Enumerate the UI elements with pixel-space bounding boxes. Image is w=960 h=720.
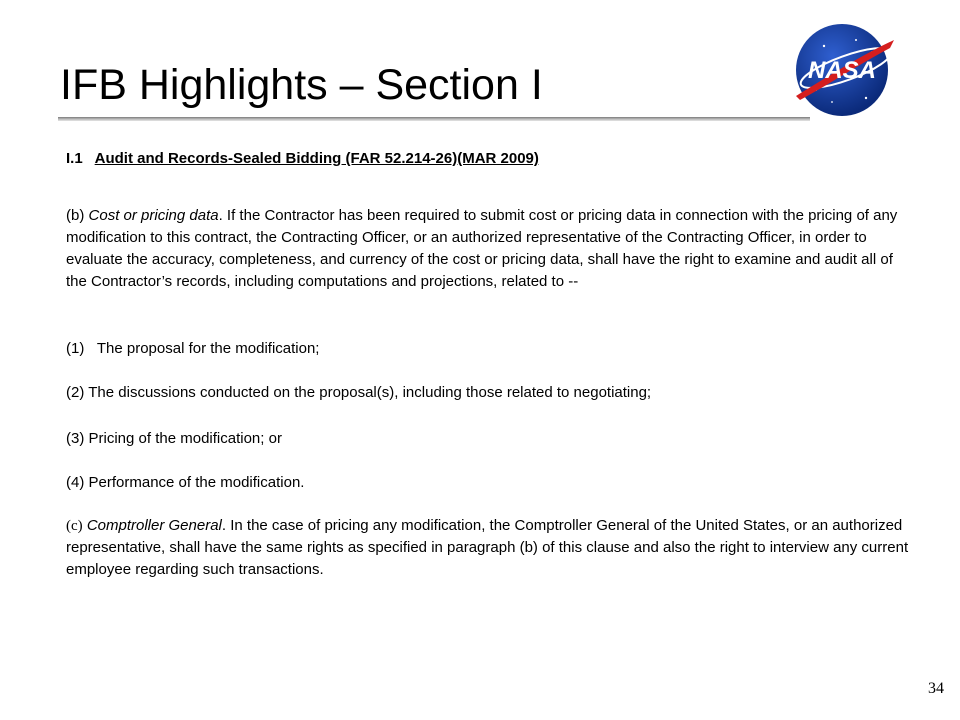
nasa-logo-text: NASA	[807, 57, 877, 84]
list-item	[66, 338, 319, 360]
paragraph-b	[66, 205, 916, 293]
paragraph-b-text: . If the Contractor has been required to submit cost or pricing data in connection with the pricing of any modification to this contract, the Contracting Officer, or an authorized representative of the Contracting Officer, in order to evaluate the accuracy, completeness, and currency of the cost or pricing data, shall have the right to examine and audit all of the Contractor’s records, including computations and projections, related to --	[66, 207, 898, 290]
list-item-number: (2)	[66, 384, 85, 401]
list-item-text: Performance of the modification.	[88, 474, 305, 491]
list-item-text: The proposal for the modification;	[96, 340, 320, 357]
list-item-number: (3)	[66, 430, 85, 447]
list-item	[66, 382, 651, 404]
list-item	[66, 428, 282, 450]
slide-title: IFB Highlights – Section I	[60, 61, 543, 109]
list-item-number: (1)	[66, 340, 85, 357]
paragraph-c-label: (c)	[66, 518, 83, 534]
list-item	[66, 472, 304, 494]
paragraph-b-label: (b)	[66, 207, 85, 224]
list-item-number: (4)	[66, 474, 85, 491]
heading-text: Audit and Records-Sealed Bidding (FAR 52.214-26)(MAR 2009)	[94, 150, 539, 167]
nasa-logo-icon	[786, 18, 898, 122]
heading-number: I.1	[66, 150, 83, 167]
page-number: 34	[928, 680, 944, 697]
list-item-text: Pricing of the modification; or	[88, 430, 282, 447]
paragraph-c-text: . In the case of pricing any modification, the Comptroller General of the United States, or an authorized representative, shall have the same rights as specified in paragraph (b) of this clause and also the right to interview any current employee regarding such transactions.	[66, 517, 909, 578]
list-item-text: The discussions conducted on the proposal(s), including those related to negotiating;	[88, 384, 652, 401]
title-underline	[58, 117, 810, 121]
section-heading	[66, 150, 539, 167]
paragraph-b-italic: Cost or pricing data	[88, 207, 219, 224]
paragraph-c	[66, 515, 916, 581]
paragraph-c-italic: Comptroller General	[86, 517, 222, 534]
